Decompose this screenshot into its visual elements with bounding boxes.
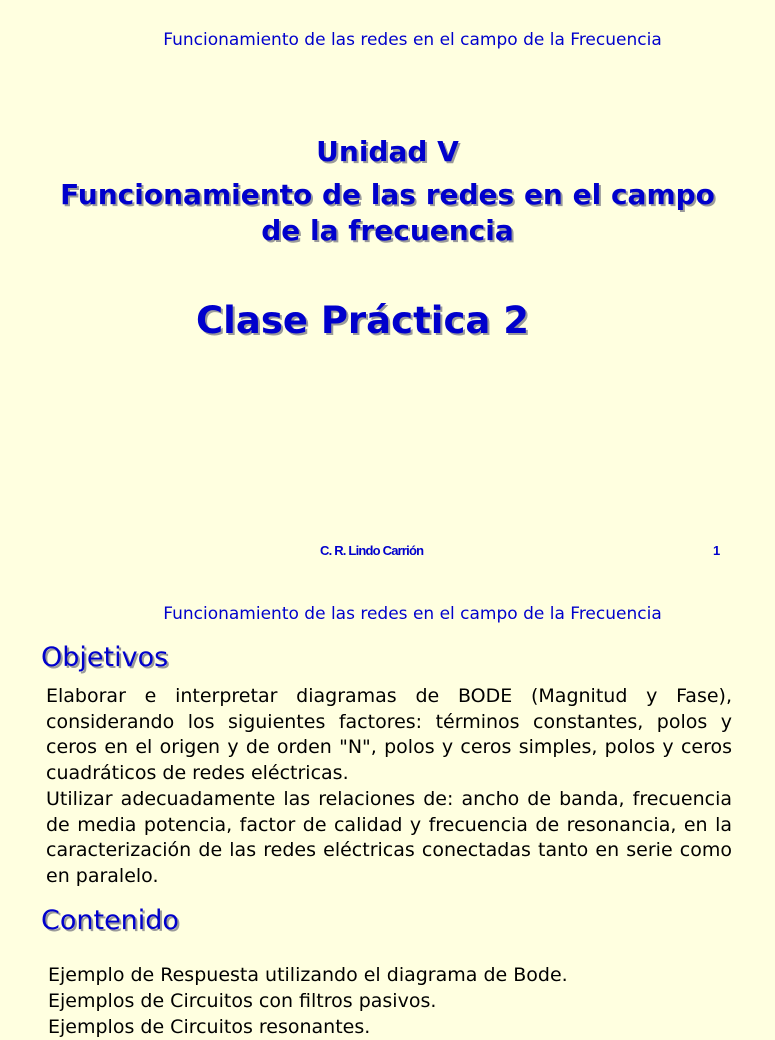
author-footer: C. R. Lindo Carrión [320, 543, 424, 558]
content-heading: Contenido [41, 905, 179, 936]
objectives-heading: Objetivos [41, 642, 169, 673]
objective-item: Utilizar adecuadamente las relaciones de: ancho de banda, frecuencia de media potencia, factor de calidad y frecuencia de resonancia, en la caracterización de las redes eléctricas conectadas tanto en serie como en paralelo. [46, 787, 732, 887]
unit-subtitle: Funcionamiento de las redes en el campo de la frecuencia [60, 178, 715, 247]
content-list [48, 962, 738, 1040]
unit-title: Unidad V [316, 135, 459, 168]
objectives-text [46, 684, 732, 890]
slide-header: Funcionamiento de las redes en el campo de la Frecuencia [163, 30, 662, 50]
content-item: Ejemplos de Circuitos con filtros pasivos. [48, 990, 437, 1012]
content-item: Ejemplo de Respuesta utilizando el diagrama de Bode. [48, 964, 568, 986]
objective-item: Elaborar e interpretar diagramas de BODE (Magnitud y Fase), considerando los siguientes factores: términos constantes, polos y ceros en el origen y de orden "N", polos y ceros simples, polos y ceros cuadráticos de redes eléctricas. [46, 685, 732, 785]
slide-2 [0, 576, 768, 1038]
content-item: Ejemplos de Circuitos resonantes. [48, 1016, 371, 1038]
page-number: 1 [713, 543, 721, 558]
slide-header: Funcionamiento de las redes en el campo de la Frecuencia [163, 604, 662, 624]
class-title: Clase Práctica 2 [196, 299, 529, 342]
